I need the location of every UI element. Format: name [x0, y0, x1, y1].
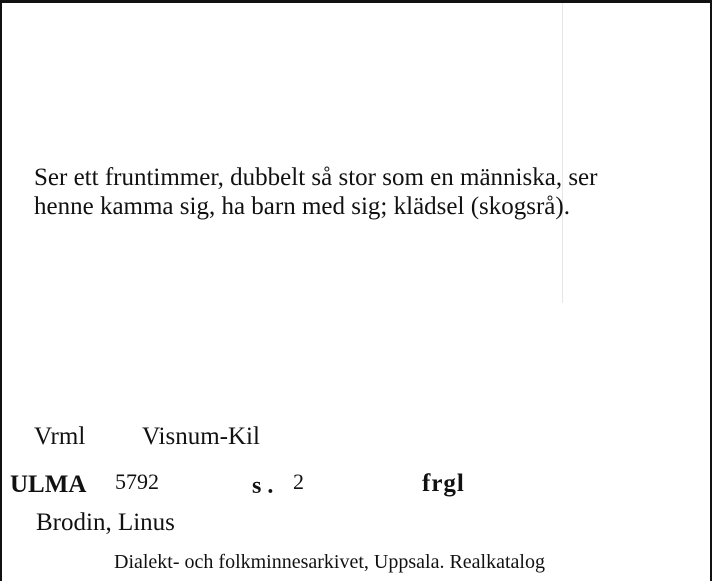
page-number: 2: [293, 469, 304, 494]
record-text: [34, 163, 684, 221]
parish-label: Visnum-Kil: [142, 423, 260, 450]
archive-code: ULMA: [10, 471, 87, 498]
record-number: 5792: [115, 469, 159, 494]
category-code: frgl: [422, 470, 465, 497]
region-label: Vrml: [34, 423, 86, 450]
record-text-line: Ser ett fruntimmer, dubbelt så stor som en människa, ser: [34, 164, 598, 191]
record-text-line: henne kamma sig, ha barn med sig; klädsel (skogsrå).: [34, 193, 570, 220]
page-label: s .: [252, 473, 274, 499]
scan-artifact-line: [562, 3, 563, 303]
informant-name: Brodin, Linus: [36, 509, 175, 536]
archive-footer: Dialekt- och folkminnesarkivet, Uppsala. Realkatalog: [114, 551, 545, 573]
